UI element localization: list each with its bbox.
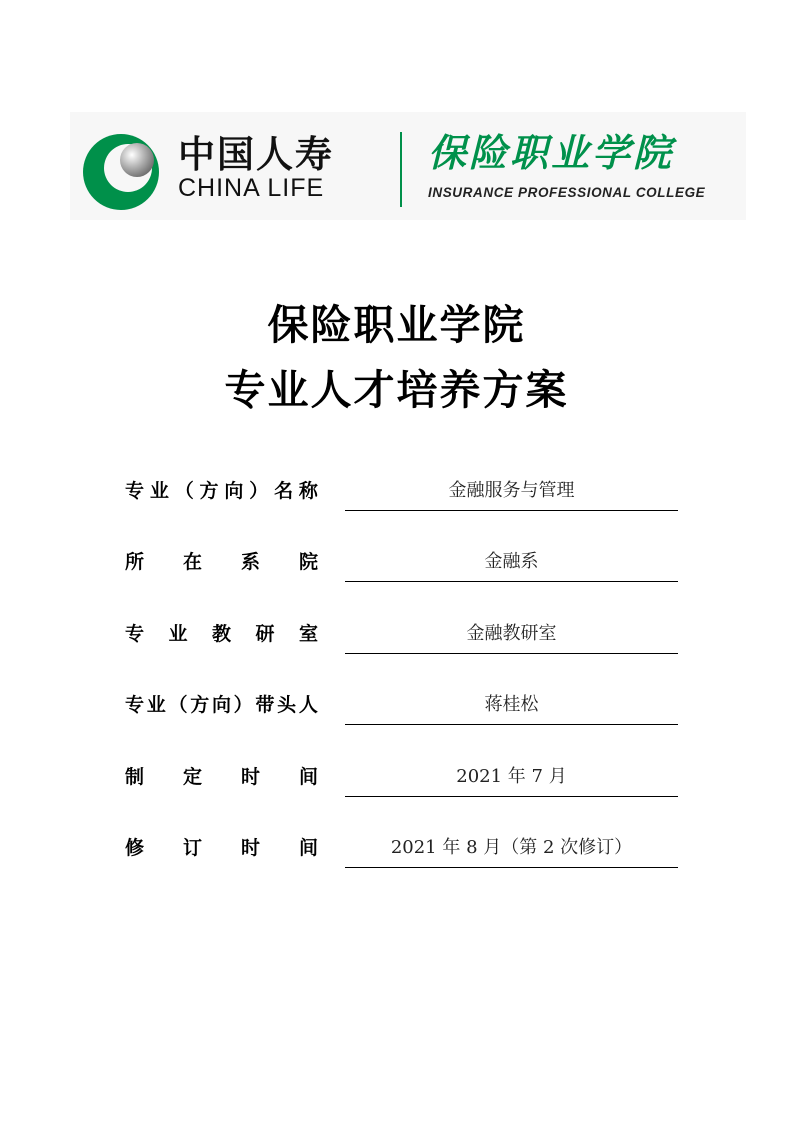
info-label-char: 所 xyxy=(125,551,145,573)
info-value: 2021 年 7 月 xyxy=(456,766,567,787)
underline xyxy=(345,653,678,654)
info-label-char: 制 xyxy=(125,766,145,788)
info-row-teaching-office xyxy=(125,617,678,657)
underline xyxy=(345,796,678,797)
info-label-char: 头 xyxy=(277,694,297,716)
info-label xyxy=(125,768,318,787)
info-label-char: 向 xyxy=(224,480,244,502)
info-row-lead xyxy=(125,688,678,728)
info-value: 2021 年 8 月（第 2 次修订） xyxy=(390,837,633,858)
info-label-char: 向 xyxy=(211,694,231,716)
info-label-char: ） xyxy=(249,480,269,502)
info-label-char: 方 xyxy=(199,480,219,502)
info-label-char: 修 xyxy=(125,837,145,859)
info-label-char: 在 xyxy=(182,551,202,573)
info-value: 蒋桂松 xyxy=(484,694,539,715)
china-life-en-name: CHINA LIFE xyxy=(178,174,325,202)
college-cn-name: 保险职业学院 xyxy=(428,130,675,175)
info-row-major xyxy=(125,474,678,514)
info-label-char: 定 xyxy=(182,766,202,788)
info-label-char: 业 xyxy=(149,480,169,502)
info-label xyxy=(125,839,318,858)
info-label-char: 人 xyxy=(298,694,318,716)
info-label-char: ） xyxy=(233,694,253,716)
info-label-char: 院 xyxy=(298,551,318,573)
info-label-char: （ xyxy=(168,694,188,716)
info-label-char: 专 xyxy=(125,623,145,645)
info-label-char: 专 xyxy=(125,480,145,502)
info-label xyxy=(125,696,318,715)
info-label-char: 研 xyxy=(255,623,275,645)
info-label-char: 业 xyxy=(146,694,166,716)
info-label xyxy=(125,482,318,501)
info-label-char: 业 xyxy=(168,623,188,645)
info-label xyxy=(125,625,318,644)
info-label-char: 间 xyxy=(298,766,318,788)
document-title-line1: 保险职业学院 xyxy=(267,301,526,349)
china-life-cn-name: 中国人寿 xyxy=(178,133,334,176)
china-life-emblem-icon xyxy=(81,132,161,212)
info-label-char: 时 xyxy=(240,766,260,788)
underline xyxy=(345,510,678,511)
info-label-char: 室 xyxy=(298,623,318,645)
info-label-char: 间 xyxy=(298,837,318,859)
info-row-department xyxy=(125,545,678,585)
info-label-char: （ xyxy=(174,480,194,502)
document-title-line2: 专业人才培养方案 xyxy=(224,366,569,414)
underline xyxy=(345,867,678,868)
info-label-char: 带 xyxy=(255,694,275,716)
info-label-char: 称 xyxy=(298,480,318,502)
info-value: 金融教研室 xyxy=(466,623,557,644)
info-row-revised-date xyxy=(125,831,678,871)
info-label-char: 方 xyxy=(190,694,210,716)
info-label-char: 时 xyxy=(240,837,260,859)
info-value: 金融服务与管理 xyxy=(448,480,575,501)
logo-divider xyxy=(400,132,402,207)
underline xyxy=(345,581,678,582)
info-label-char: 专 xyxy=(125,694,145,716)
info-row-created-date xyxy=(125,760,678,800)
college-en-name: INSURANCE PROFESSIONAL COLLEGE xyxy=(428,185,706,200)
info-label-char: 系 xyxy=(240,551,260,573)
info-label-char: 教 xyxy=(211,623,231,645)
underline xyxy=(345,724,678,725)
info-value: 金融系 xyxy=(484,551,539,572)
info-label-char: 名 xyxy=(274,480,294,502)
info-label xyxy=(125,553,318,572)
info-label-char: 订 xyxy=(182,837,202,859)
header-logo-banner xyxy=(70,112,746,220)
